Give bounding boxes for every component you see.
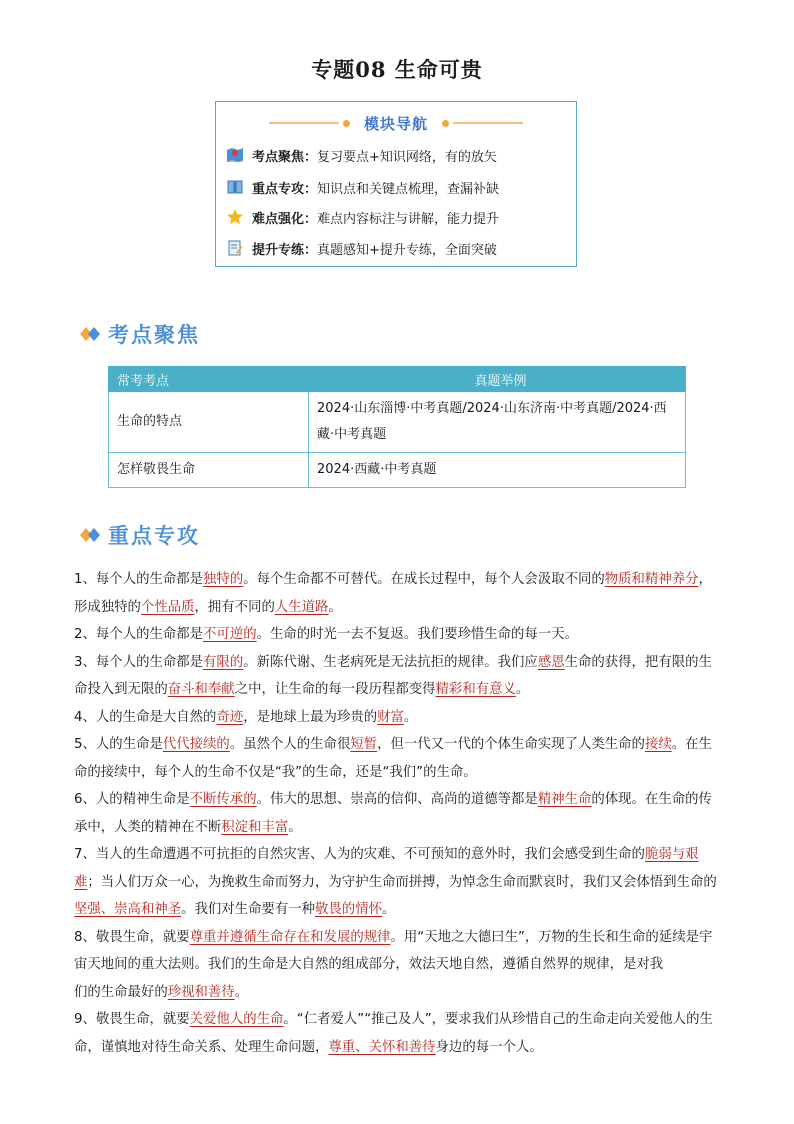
highlighted-term: 不可逆的: [203, 627, 257, 642]
key-point-3: [74, 649, 722, 704]
text-segment: 身边的每一个人。: [435, 1039, 543, 1055]
key-points-body: [74, 566, 722, 1061]
text-segment: 生命的获得，把有限的生命投入到无限的: [74, 654, 712, 697]
section-rule: [212, 331, 688, 361]
highlighted-term: 接续: [644, 737, 672, 752]
highlighted-term: 积淀和丰富: [221, 819, 289, 835]
edit-icon: [226, 239, 244, 257]
highlighted-term: 不断传承的: [189, 792, 257, 807]
highlighted-term: 奇迹: [216, 709, 244, 725]
text-segment: 。: [288, 819, 302, 835]
highlighted-term: 有限的: [203, 654, 244, 670]
highlighted-term: 精彩和有意义: [435, 682, 516, 697]
key-point-2: [74, 621, 722, 649]
section-heading-key: 重点专攻: [80, 520, 200, 550]
highlighted-term: 尊重并遵循生命存在和发展的规律: [189, 929, 391, 945]
divider: [269, 122, 339, 124]
highlighted-term: 关爱他人的生命: [189, 1012, 284, 1027]
exam-points-table: [108, 366, 686, 488]
table-row: [109, 453, 686, 488]
text-segment: ；当人们万众一心，为挽救生命而努力，为守护生命而拼搏，为悼念生命而默哀时，我们又会体悟到生命的: [87, 874, 717, 890]
divider: [453, 122, 523, 124]
text-segment: 4、人的生命是大自然的: [74, 709, 217, 725]
highlighted-term: 短暂: [350, 737, 378, 752]
section-heading-focus: 考点聚焦: [80, 319, 200, 349]
text-segment: 之中，让生命的每一段历程都变得: [234, 682, 436, 697]
text-segment: 。新陈代谢、生老病死是无法抗拒的规律。我们应: [243, 654, 538, 670]
text-segment: ，拥有不同的: [194, 599, 275, 615]
highlighted-term: 脆弱与艰难: [74, 847, 699, 890]
nav-item-practice: 提升专练： 真题感知+提升专练，全面突破: [226, 238, 497, 258]
nav-item-key: 重点专攻： 知识点和关键点梳理，查漏补缺: [226, 177, 499, 197]
key-point-6: [74, 786, 722, 841]
text-segment: 的体现。在生命的传承中，人类的精神在不断: [74, 792, 712, 835]
highlighted-term: 精神生命: [537, 792, 592, 807]
table-header: 常考考点: [109, 367, 309, 392]
highlighted-term: 独特的: [203, 572, 244, 587]
nav-heading-row: [216, 112, 576, 134]
double-diamond-icon: [80, 526, 102, 544]
table-row: [109, 392, 686, 453]
highlighted-term: 代代接续的: [162, 737, 230, 752]
text-segment: 。伟大的思想、崇高的信仰、高尚的道德等都是: [256, 792, 538, 807]
dot-icon: [343, 120, 350, 127]
star-icon: [226, 208, 244, 226]
text-segment: 。生命的时光一去不复返。我们要珍惜生命的每一天。: [256, 627, 578, 642]
text-segment: ，形成独特的: [74, 572, 712, 615]
dot-icon: [442, 120, 449, 127]
table-header-row: [109, 367, 686, 392]
text-segment: 6、人的精神生命是: [74, 792, 190, 807]
text-segment: 。每个生命都不可替代。在成长过程中，每个人会汲取不同的: [243, 572, 605, 587]
text-segment: 9、敬畏生命，就要: [74, 1012, 190, 1027]
text-segment: 。: [234, 984, 249, 1000]
text-segment: 。: [381, 902, 396, 917]
text-segment: 2、每个人的生命都是: [74, 627, 204, 642]
highlighted-term: 财富: [377, 709, 404, 725]
highlighted-term: 尊重、关怀和善待: [328, 1039, 436, 1055]
highlighted-term: 敬畏的情怀: [315, 902, 382, 917]
text-segment: 。: [403, 709, 418, 725]
module-navigation-box: [215, 101, 577, 267]
book-icon: [226, 178, 244, 196]
text-segment: ，但一代又一代的个体生命实现了人类生命的: [377, 737, 645, 752]
key-point-4: [74, 704, 722, 732]
text-segment: 。在生命的接续中，每个人的生命不仅是“我”的生命，还是“我们”的生命。: [74, 737, 712, 780]
highlighted-term: 个性品质: [140, 599, 195, 615]
key-point-5: [74, 731, 722, 786]
key-point-1: [74, 566, 722, 621]
highlighted-term: 物质和精神养分: [604, 572, 699, 587]
text-segment: 3、每个人的生命都是: [74, 654, 204, 670]
table-cell: 生命的特点: [109, 392, 309, 453]
text-segment: 8、敬畏生命，就要: [74, 929, 190, 945]
text-segment: 5、人的生命是: [74, 737, 163, 752]
highlighted-term: 感恩: [537, 654, 565, 670]
text-segment: 。虽然个人的生命很: [229, 737, 351, 752]
key-point-8: [74, 924, 722, 1007]
page-title: 专题08 生命可贵: [311, 57, 483, 82]
table-header: 真题举例: [309, 367, 686, 392]
text-segment: 。用“天地之大德曰生”，万物的生长和生命的延续是宇宙天地间的重大法则。我们的生命是大自然的组成部分，效法天地自然，遵循自然界的规律，是对我: [74, 929, 713, 972]
nav-heading: 模块导航: [363, 114, 428, 133]
text-segment: 。“仁者爱人”“推己及人”，要求我们从珍惜自己的生命走向关爱他人的生命，谨慎地对待生命关系、处理生命问题，: [74, 1012, 713, 1055]
text-segment: 1、每个人的生命都是: [74, 572, 204, 587]
double-diamond-icon: [80, 325, 102, 343]
highlighted-term: 珍视和善待: [167, 984, 235, 1000]
highlighted-term: 人生道路: [274, 599, 329, 615]
table-cell: 怎样敬畏生命: [109, 453, 309, 488]
table-cell: 2024·山东淄博·中考真题/2024·山东济南·中考真题/2024·西藏·中考真题: [309, 392, 686, 453]
table-cell: 2024·西藏·中考真题: [309, 453, 686, 488]
nav-item-difficult: 难点强化： 难点内容标注与讲解，能力提升: [226, 207, 499, 227]
text-segment: 7、当人的生命遭遇不可抗拒的自然灾害、人为的灾难、不可预知的意外时，我们会感受到生命的: [74, 847, 645, 862]
nav-item-focus: 考点聚焦： 复习要点+知识网络，有的放矢: [226, 145, 497, 165]
key-point-9: [74, 1006, 722, 1061]
text-segment: 们的生命最好的: [74, 984, 168, 1000]
text-segment: ，是地球上最为珍贵的: [243, 709, 378, 725]
highlighted-term: 奋斗和奉献: [167, 682, 235, 697]
text-segment: 。: [328, 599, 342, 615]
section-rule: [212, 532, 694, 562]
highlighted-term: 坚强、崇高和神圣: [74, 902, 182, 917]
map-icon: [226, 146, 244, 164]
text-segment: 。我们对生命要有一种: [181, 902, 316, 917]
text-segment: 。: [515, 682, 530, 697]
key-point-7: [74, 841, 722, 924]
